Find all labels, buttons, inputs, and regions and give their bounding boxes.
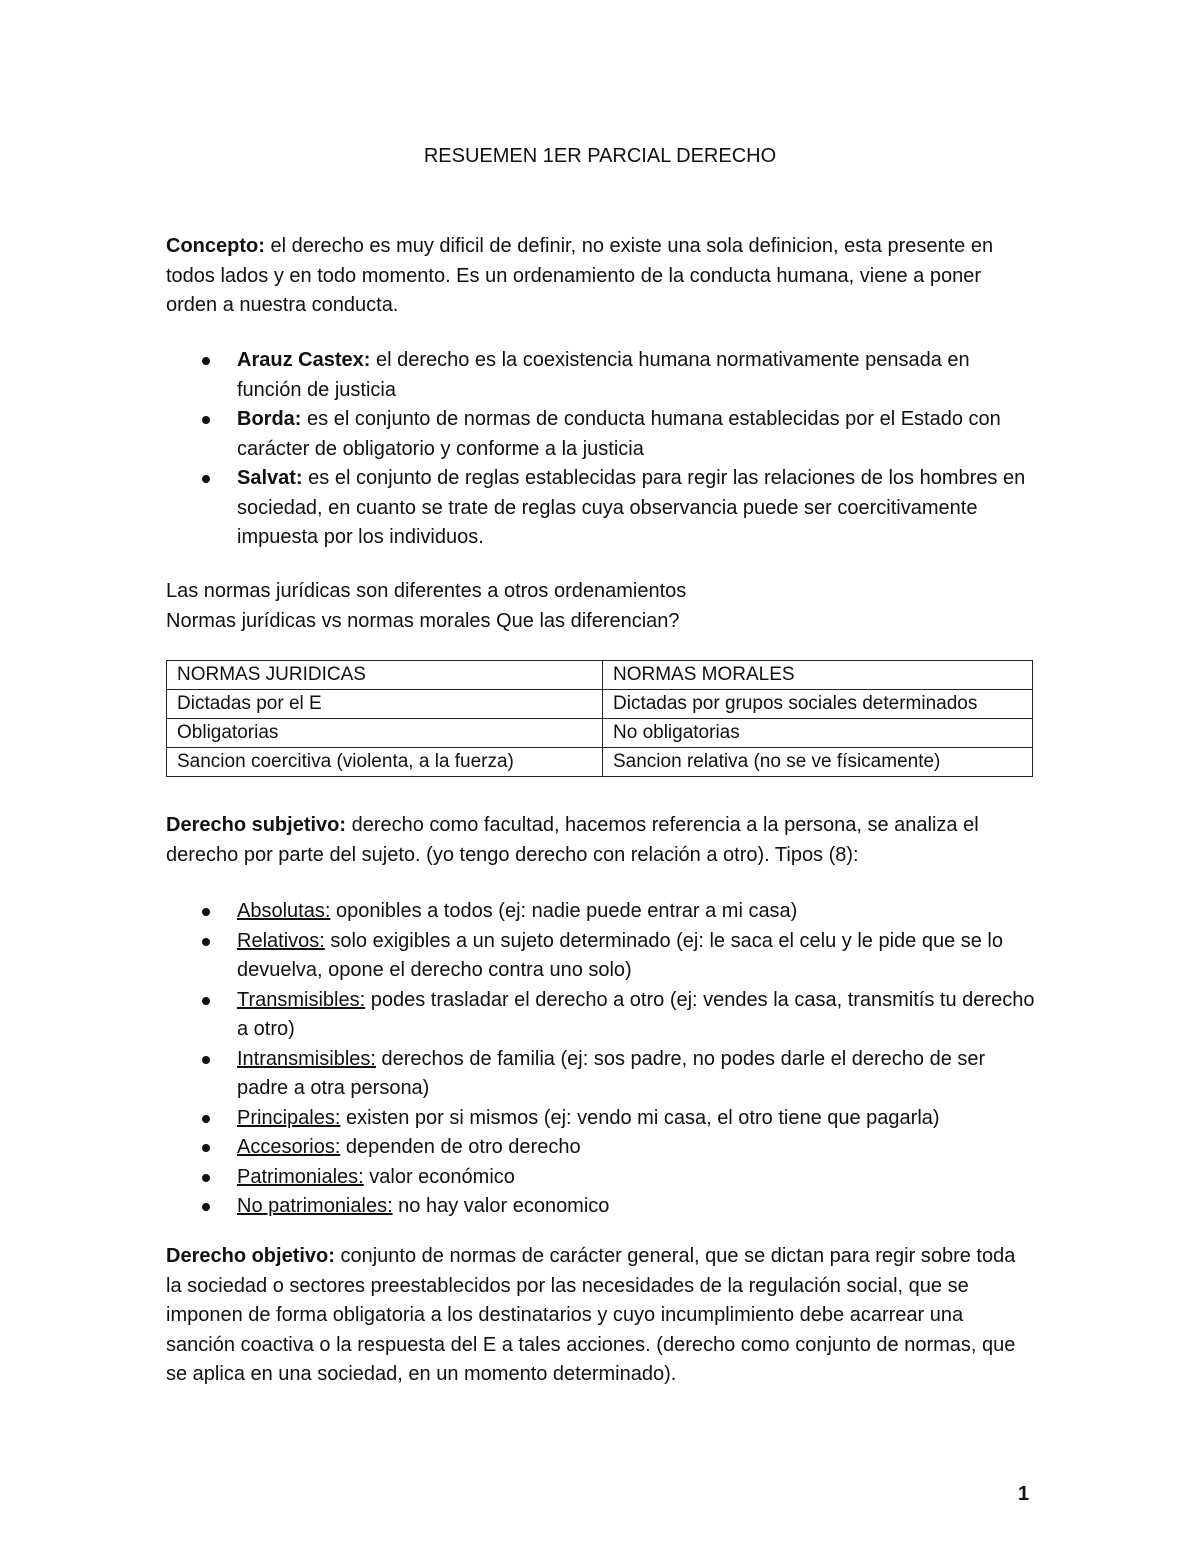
normas-intro	[166, 577, 1036, 636]
objetivo-label: Derecho objetivo:	[166, 1245, 335, 1267]
table-row	[167, 748, 1033, 777]
table-cell: Sancion coercitiva (violenta, a la fuerza)	[167, 748, 603, 777]
tipo-label: Patrimoniales:	[237, 1165, 364, 1188]
list-item	[166, 405, 1036, 464]
autor-text: el derecho es la coexistencia humana normativamente pensada en función de justicia	[237, 349, 970, 401]
subjetivo-text: derecho como facultad, hacemos referencia a la persona, se analiza el derecho por parte del sujeto. (yo tengo derecho con relación a otro). Tipos (8):	[166, 814, 979, 866]
list-item	[166, 986, 1036, 1045]
table-cell: No obligatorias	[603, 719, 1033, 748]
concepto-text: el derecho es muy dificil de definir, no existe una sola definicion, esta presente en todos lados y en todo momento. Es un ordenamiento de la conducta humana, viene a poner orden a nuestra conducta.	[166, 235, 994, 316]
normas-line-2: Normas jurídicas vs normas morales Que las diferencian?	[166, 609, 680, 632]
list-item	[166, 1045, 1036, 1104]
concepto-label: Concepto:	[166, 235, 265, 257]
table-cell: Dictadas por grupos sociales determinados	[603, 690, 1033, 719]
tipo-label: Absolutas:	[237, 900, 331, 922]
objetivo-paragraph	[166, 1242, 1036, 1390]
tipo-label: Relativos:	[237, 929, 325, 952]
list-item	[166, 1192, 1036, 1222]
table-row	[167, 719, 1033, 748]
list-item	[166, 1163, 1036, 1193]
autor-label: Borda:	[237, 408, 302, 430]
tipo-text: solo exigibles a un sujeto determinado (ej: le saca el celu y le pide que se lo devuelva, opone el derecho contra uno solo)	[237, 929, 1003, 981]
tipo-text: oponibles a todos (ej: nadie puede entrar a mi casa)	[330, 900, 798, 922]
tipo-text: no hay valor economico	[392, 1195, 610, 1217]
tipo-text: existen por si mismos (ej: vendo mi casa, el otro tiene que pagarla)	[340, 1106, 940, 1129]
tipo-text: dependen de otro derecho	[340, 1136, 581, 1158]
page-number: 1	[1018, 1483, 1030, 1505]
tipo-text: derechos de familia (ej: sos padre, no podes darle el derecho de ser padre a otra persona)	[237, 1047, 986, 1099]
tipos-list	[166, 897, 1036, 1222]
table-row	[167, 690, 1033, 719]
tipo-label: Accesorios:	[237, 1136, 341, 1158]
table-cell: NORMAS JURIDICAS	[167, 661, 603, 690]
tipo-text: podes trasladar el derecho a otro (ej: vendes la casa, transmitís tu derecho a otro)	[237, 988, 1035, 1040]
table-cell: Obligatorias	[167, 719, 603, 748]
autor-label: Salvat:	[237, 467, 303, 489]
subjetivo-label: Derecho subjetivo:	[166, 814, 347, 836]
tipo-label: No patrimoniales:	[237, 1195, 393, 1217]
concepto-paragraph	[166, 232, 1036, 321]
list-item	[166, 927, 1036, 986]
tipo-label: Transmisibles:	[237, 988, 366, 1011]
list-item	[166, 346, 1036, 405]
document-title: RESUEMEN 1ER PARCIAL DERECHO	[423, 145, 777, 167]
normas-comparison-table	[166, 660, 1033, 777]
autor-text: es el conjunto de normas de conducta humana establecidas por el Estado con carácter de obligatorio y conforme a la justicia	[237, 408, 1001, 460]
tipo-label: Intransmisibles:	[237, 1047, 376, 1070]
subjetivo-paragraph	[166, 811, 1036, 870]
table-cell: Dictadas por el E	[167, 690, 603, 719]
tipo-text: valor económico	[363, 1165, 515, 1188]
autores-list	[166, 346, 1036, 553]
normas-line-1: Las normas jurídicas son diferentes a otros ordenamientos	[166, 580, 687, 602]
table-row	[167, 661, 1033, 690]
objetivo-text: conjunto de normas de carácter general, que se dictan para regir sobre toda la sociedad o sectores preestablecidos por las necesidades de la regulación social, que se imponen de forma obligatoria a los destinatarios y cuyo incumplimiento debe acarrear una sanción coactiva o la respuesta del E a tales acciones. (derecho como conjunto de normas, que se aplica en una sociedad, en un momento determinado).	[166, 1245, 1016, 1385]
list-item	[166, 1133, 1036, 1163]
autor-label: Arauz Castex:	[237, 349, 371, 371]
table-cell: NORMAS MORALES	[603, 661, 1033, 690]
table-cell: Sancion relativa (no se ve físicamente)	[603, 748, 1033, 777]
list-item	[166, 1104, 1036, 1134]
list-item	[166, 897, 1036, 927]
tipo-label: Principales:	[237, 1106, 341, 1129]
autor-text: es el conjunto de reglas establecidas para regir las relaciones de los hombres en sociedad, en cuanto se trate de reglas cuya observancia puede ser coercitivamente impuesta por los individuos.	[237, 467, 1026, 548]
list-item	[166, 464, 1036, 553]
